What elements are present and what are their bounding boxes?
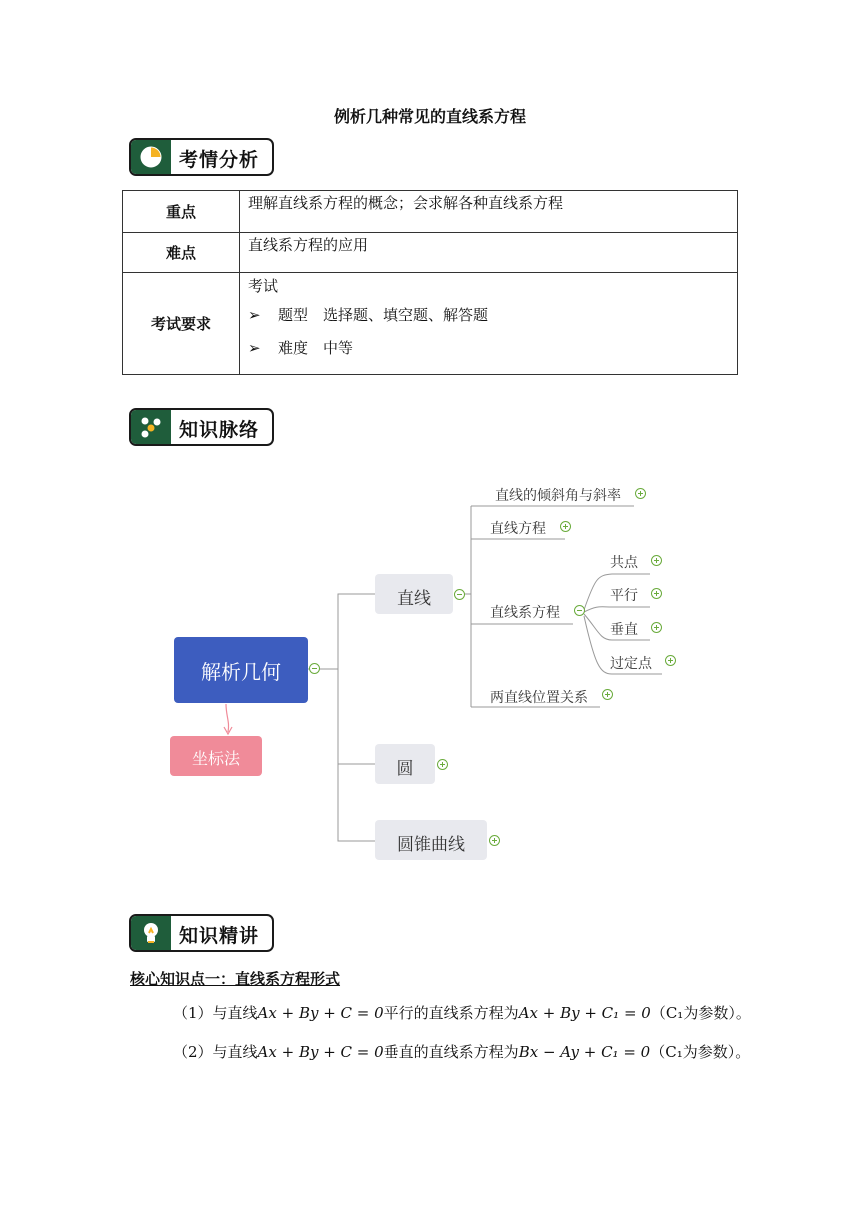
- table-key: 考试要求: [123, 273, 240, 375]
- mindmap-sub-node: 直线的倾斜角与斜率: [495, 488, 621, 504]
- lightbulb-icon: [131, 916, 171, 950]
- mindmap-leaf-node: 平行: [610, 588, 638, 604]
- expand-icon[interactable]: [560, 521, 571, 532]
- mindmap-leaf-node: 垂直: [610, 622, 638, 638]
- formula-line-2: （2）与直线Ax + By + C = 0垂直的直线系方程为Bx − Ay + C₁ = 0（C₁为参数）。: [173, 1043, 751, 1061]
- mindmap-root-node: 解析几何: [174, 637, 308, 703]
- section-header-lecture: [129, 914, 274, 952]
- mindmap-leaf-node: 共点: [610, 555, 638, 571]
- core-knowledge-title: 核心知识点一：直线系方程形式: [130, 970, 341, 988]
- mindmap-branch-conic: 圆锥曲线: [375, 820, 487, 860]
- section-label: 知识精讲: [179, 925, 260, 947]
- list-item: ➢ 难度 中等: [248, 339, 354, 357]
- list-item: ➢ 题型 选择题、填空题、解答题: [248, 306, 489, 324]
- mindmap-sub-node: 直线方程: [490, 521, 546, 537]
- mindmap-sub-node: 两直线位置关系: [490, 690, 588, 706]
- table-value: 考试 ➢ 题型 选择题、填空题、解答题 ➢ 难度 中等: [240, 273, 738, 375]
- collapse-icon[interactable]: [574, 605, 585, 616]
- expand-icon[interactable]: [602, 689, 613, 700]
- formula-line-1: （1）与直线Ax + By + C = 0平行的直线系方程为Ax + By + C₁ = 0（C₁为参数）。: [173, 1004, 751, 1022]
- expand-icon[interactable]: [651, 588, 662, 599]
- table-value: 理解直线系方程的概念；会求解各种直线系方程: [240, 191, 738, 233]
- mindmap-leaf-node: 过定点: [610, 656, 652, 672]
- collapse-icon[interactable]: [454, 589, 465, 600]
- collapse-icon[interactable]: [309, 663, 320, 674]
- mindmap-side-node: 坐标法: [170, 736, 262, 776]
- expand-icon[interactable]: [437, 759, 448, 770]
- table-key: 重点: [123, 191, 240, 233]
- section-label: 考情分析: [179, 149, 260, 171]
- table-value: 直线系方程的应用: [240, 233, 738, 273]
- expand-icon[interactable]: [651, 555, 662, 566]
- table-key: 难点: [123, 233, 240, 273]
- mindmap-sub-node: 直线系方程: [490, 605, 560, 621]
- expand-icon[interactable]: [489, 835, 500, 846]
- mindmap-branch-line: 直线: [375, 574, 453, 614]
- expand-icon[interactable]: [635, 488, 646, 499]
- section-label: 知识脉络: [179, 419, 260, 441]
- expand-icon[interactable]: [665, 655, 676, 666]
- expand-icon[interactable]: [651, 622, 662, 633]
- mindmap-branch-circle: 圆: [375, 744, 435, 784]
- document-title: 例析几种常见的直线系方程: [333, 107, 526, 126]
